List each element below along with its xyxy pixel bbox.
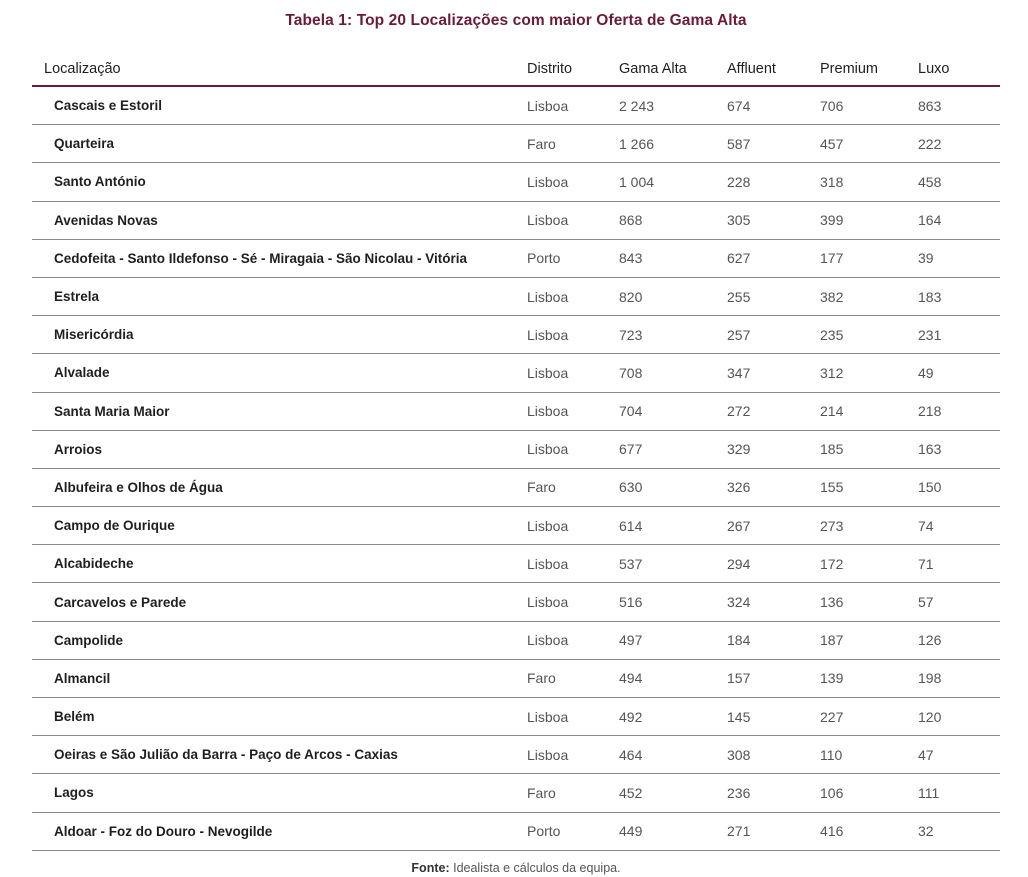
table-body — [32, 86, 1000, 850]
table-row — [32, 316, 1000, 354]
affluent-cell: 271 — [727, 812, 820, 850]
premium-cell: 457 — [820, 125, 918, 163]
distrito-cell: Porto — [527, 812, 619, 850]
luxo-cell: 32 — [918, 812, 1000, 850]
gama-alta-cell: 452 — [619, 774, 727, 812]
affluent-cell: 324 — [727, 583, 820, 621]
table-row — [32, 545, 1000, 583]
distrito-cell: Lisboa — [527, 583, 619, 621]
gama-alta-cell: 708 — [619, 354, 727, 392]
table-row — [32, 774, 1000, 812]
gama-alta-cell: 1 004 — [619, 163, 727, 201]
table-row — [32, 86, 1000, 125]
affluent-cell: 228 — [727, 163, 820, 201]
affluent-cell: 272 — [727, 392, 820, 430]
luxo-cell: 47 — [918, 736, 1000, 774]
premium-cell: 106 — [820, 774, 918, 812]
premium-cell: 155 — [820, 468, 918, 506]
affluent-cell: 627 — [727, 239, 820, 277]
distrito-cell: Lisboa — [527, 507, 619, 545]
affluent-cell: 329 — [727, 430, 820, 468]
gama-alta-cell: 723 — [619, 316, 727, 354]
gama-alta-cell: 614 — [619, 507, 727, 545]
source-note — [0, 861, 1028, 875]
table-row — [32, 163, 1000, 201]
luxo-cell: 222 — [918, 125, 1000, 163]
table-row — [32, 621, 1000, 659]
gama-alta-cell: 868 — [619, 201, 727, 239]
affluent-cell: 267 — [727, 507, 820, 545]
localizacao-cell: Alvalade — [32, 354, 527, 392]
table-row — [32, 239, 1000, 277]
table-row — [32, 201, 1000, 239]
affluent-cell: 587 — [727, 125, 820, 163]
gama-alta-cell: 1 266 — [619, 125, 727, 163]
premium-cell: 312 — [820, 354, 918, 392]
gama-alta-cell: 704 — [619, 392, 727, 430]
luxo-cell: 39 — [918, 239, 1000, 277]
premium-cell: 187 — [820, 621, 918, 659]
distrito-cell: Lisboa — [527, 545, 619, 583]
localizacao-cell: Campolide — [32, 621, 527, 659]
table-row — [32, 392, 1000, 430]
localizacao-cell: Estrela — [32, 277, 527, 315]
premium-cell: 416 — [820, 812, 918, 850]
gama-alta-cell: 537 — [619, 545, 727, 583]
column-header-distrito: Distrito — [527, 52, 619, 86]
affluent-cell: 236 — [727, 774, 820, 812]
column-header-premium: Premium — [820, 52, 918, 86]
gama-alta-cell: 492 — [619, 698, 727, 736]
gama-alta-cell: 843 — [619, 239, 727, 277]
premium-cell: 399 — [820, 201, 918, 239]
distrito-cell: Lisboa — [527, 736, 619, 774]
affluent-cell: 255 — [727, 277, 820, 315]
premium-cell: 227 — [820, 698, 918, 736]
premium-cell: 214 — [820, 392, 918, 430]
source-label: Fonte: — [411, 861, 450, 875]
distrito-cell: Faro — [527, 659, 619, 697]
table-row — [32, 659, 1000, 697]
gama-alta-cell: 494 — [619, 659, 727, 697]
table-title: Tabela 1: Top 20 Localizações com maior Oferta de Gama Alta — [285, 12, 747, 29]
luxo-cell: 218 — [918, 392, 1000, 430]
localizacao-cell: Campo de Ourique — [32, 507, 527, 545]
localizacao-cell: Misericórdia — [32, 316, 527, 354]
column-header-luxo: Luxo — [918, 52, 1000, 86]
premium-cell: 136 — [820, 583, 918, 621]
localizacao-cell: Albufeira e Olhos de Água — [32, 468, 527, 506]
table-row — [32, 430, 1000, 468]
column-header-gama-alta: Gama Alta — [619, 52, 727, 86]
localizacao-cell: Arroios — [32, 430, 527, 468]
header-row — [32, 52, 1000, 86]
distrito-cell: Lisboa — [527, 201, 619, 239]
premium-cell: 235 — [820, 316, 918, 354]
luxo-cell: 71 — [918, 545, 1000, 583]
localizacao-cell: Quarteira — [32, 125, 527, 163]
localizacao-cell: Avenidas Novas — [32, 201, 527, 239]
premium-cell: 318 — [820, 163, 918, 201]
localizacao-cell: Cedofeita - Santo Ildefonso - Sé - Miragaia - São Nicolau - Vitória — [32, 239, 527, 277]
distrito-cell: Faro — [527, 774, 619, 812]
luxo-cell: 198 — [918, 659, 1000, 697]
luxo-cell: 126 — [918, 621, 1000, 659]
table-row — [32, 468, 1000, 506]
luxo-cell: 111 — [918, 774, 1000, 812]
gama-alta-cell: 630 — [619, 468, 727, 506]
premium-cell: 382 — [820, 277, 918, 315]
affluent-cell: 157 — [727, 659, 820, 697]
table-row — [32, 736, 1000, 774]
table-row — [32, 812, 1000, 850]
column-header-localizacao: Localização — [32, 52, 527, 86]
premium-cell: 177 — [820, 239, 918, 277]
luxo-cell: 458 — [918, 163, 1000, 201]
table-row — [32, 583, 1000, 621]
luxo-cell: 120 — [918, 698, 1000, 736]
localizacao-cell: Oeiras e São Julião da Barra - Paço de Arcos - Caxias — [32, 736, 527, 774]
premium-cell: 706 — [820, 86, 918, 125]
premium-cell: 185 — [820, 430, 918, 468]
localizacao-cell: Alcabideche — [32, 545, 527, 583]
table-row — [32, 277, 1000, 315]
luxo-cell: 863 — [918, 86, 1000, 125]
affluent-cell: 347 — [727, 354, 820, 392]
luxo-cell: 49 — [918, 354, 1000, 392]
distrito-cell: Lisboa — [527, 621, 619, 659]
table-row — [32, 507, 1000, 545]
distrito-cell: Lisboa — [527, 354, 619, 392]
gama-alta-cell: 497 — [619, 621, 727, 659]
luxo-cell: 183 — [918, 277, 1000, 315]
gama-alta-cell: 820 — [619, 277, 727, 315]
affluent-cell: 257 — [727, 316, 820, 354]
localizacao-cell: Belém — [32, 698, 527, 736]
affluent-cell: 674 — [727, 86, 820, 125]
luxo-cell: 164 — [918, 201, 1000, 239]
localizacao-cell: Almancil — [32, 659, 527, 697]
gama-alta-cell: 2 243 — [619, 86, 727, 125]
premium-cell: 273 — [820, 507, 918, 545]
affluent-cell: 305 — [727, 201, 820, 239]
table-row — [32, 698, 1000, 736]
luxo-cell: 57 — [918, 583, 1000, 621]
localizacao-cell: Lagos — [32, 774, 527, 812]
luxo-cell: 163 — [918, 430, 1000, 468]
column-header-affluent: Affluent — [727, 52, 820, 86]
gama-alta-cell: 677 — [619, 430, 727, 468]
distrito-cell: Faro — [527, 125, 619, 163]
distrito-cell: Lisboa — [527, 316, 619, 354]
gama-alta-cell: 449 — [619, 812, 727, 850]
source-text: Idealista e cálculos da equipa. — [453, 861, 621, 875]
locations-table — [32, 52, 1000, 851]
gama-alta-cell: 464 — [619, 736, 727, 774]
localizacao-cell: Santa Maria Maior — [32, 392, 527, 430]
table-row — [32, 125, 1000, 163]
premium-cell: 172 — [820, 545, 918, 583]
localizacao-cell: Aldoar - Foz do Douro - Nevogilde — [32, 812, 527, 850]
affluent-cell: 308 — [727, 736, 820, 774]
affluent-cell: 294 — [727, 545, 820, 583]
luxo-cell: 150 — [918, 468, 1000, 506]
premium-cell: 139 — [820, 659, 918, 697]
distrito-cell: Lisboa — [527, 392, 619, 430]
distrito-cell: Lisboa — [527, 163, 619, 201]
distrito-cell: Porto — [527, 239, 619, 277]
distrito-cell: Lisboa — [527, 698, 619, 736]
premium-cell: 110 — [820, 736, 918, 774]
affluent-cell: 326 — [727, 468, 820, 506]
luxo-cell: 74 — [918, 507, 1000, 545]
distrito-cell: Lisboa — [527, 277, 619, 315]
localizacao-cell: Santo António — [32, 163, 527, 201]
table-row — [32, 354, 1000, 392]
localizacao-cell: Cascais e Estoril — [32, 86, 527, 125]
distrito-cell: Faro — [527, 468, 619, 506]
affluent-cell: 145 — [727, 698, 820, 736]
distrito-cell: Lisboa — [527, 86, 619, 125]
gama-alta-cell: 516 — [619, 583, 727, 621]
affluent-cell: 184 — [727, 621, 820, 659]
luxo-cell: 231 — [918, 316, 1000, 354]
localizacao-cell: Carcavelos e Parede — [32, 583, 527, 621]
distrito-cell: Lisboa — [527, 430, 619, 468]
